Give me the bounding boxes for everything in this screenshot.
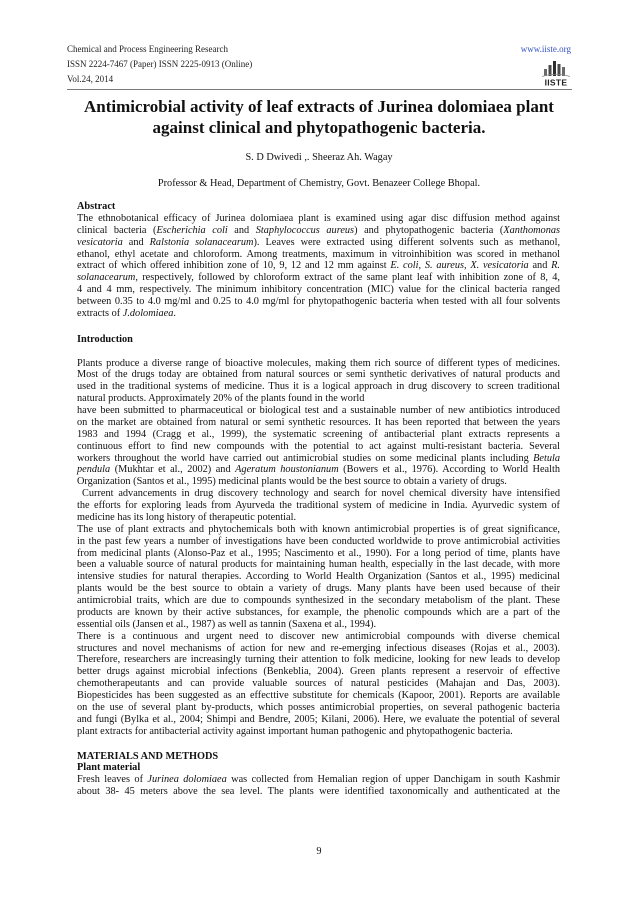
paper-title (0, 96, 638, 138)
italic-run: Betula (533, 452, 560, 464)
introduction-heading: Introduction (77, 334, 133, 346)
text-run: . (173, 307, 176, 319)
text-run: been a valuable source of natural products for maintaining human health, especially in the last decade, with more (77, 559, 560, 571)
text-run: products are known by their active substances, for example, the phenolic compounds which are a part of the (77, 606, 560, 618)
text-run: on the market are obtained from natural or semi synthetic resources. It has been reported that between the years (77, 416, 560, 428)
italic-run: Ralstonia solanacearum (149, 236, 254, 248)
text-run: Current advancements in drug discovery technology and search for novel chemical diversity have intensified (82, 488, 560, 500)
text-run: There is a continuous and urgent need to discover new antimicrobial compounds with diverse chemical (77, 630, 560, 642)
text-line (77, 571, 560, 583)
text-run: clinical bacteria ( (77, 224, 157, 236)
text-run: from medicinal plants (Alonso-Paz et al., 1995; Nascimento et al., 1990). For a long period of time, plants have (77, 547, 560, 559)
text-run: The ethnobotanical efficacy of Jurinea dolomiaea plant is examined using agar disc diffusion method against (77, 212, 560, 224)
text-run: antimicrobial traits, which are due to compounds synthesized in the secondary metabolism of the plant. These (77, 595, 560, 607)
text-run: the efforts for exploring leads from Ayurveda the traditional system of medicine in India. Ayurvedic system of (77, 500, 560, 512)
text-line (77, 308, 560, 320)
text-run: and (227, 224, 256, 236)
italic-run: Xanthomonas (503, 224, 560, 236)
introduction-heading-block (77, 334, 560, 346)
text-run: Biopesticides has been suggested as an effecttive substitute for chemicals (Kapoor, 2001). Reports are available (77, 690, 560, 702)
text-run: and fungi (Bylka et al., 2004; Shimpi and Bendre, 2005; Kilani, 2006). Here, we evaluate the potential of several (77, 713, 560, 725)
text-line (77, 358, 560, 370)
text-line (77, 726, 560, 738)
text-line (77, 417, 560, 429)
text-line (77, 702, 560, 714)
text-run: ethanol, ethyl acetate and chloroform. Among treatments, maximum in vitroinhibition was scored in methanol (77, 248, 560, 260)
text-line (77, 476, 560, 488)
abstract-text (77, 213, 560, 320)
text-run: about 38- 45 meters above the sea level. The plants were identified taxonomically and authenticated at the (77, 786, 560, 798)
text-line (77, 678, 560, 690)
italic-run: R. (551, 260, 561, 272)
text-line (77, 583, 560, 595)
text-run: used in the traditional systems of medicine. Thus it is a logical approach in drug discovery to screen traditional (77, 381, 560, 393)
text-line (77, 619, 560, 631)
journal-name: Chemical and Process Engineering Research (67, 43, 228, 54)
text-run: Plants produce a diverse range of bioactive molecules, making them rich source of different types of medicines. (77, 357, 560, 369)
text-run: and (528, 260, 552, 272)
italic-run: Staphylococcus aureus (255, 224, 355, 236)
text-line (77, 381, 560, 393)
text-run: workers throughout the world have carried out antimicrobial studies on some medicinal plants including (77, 452, 534, 464)
text-run: on the use of several plant by-products, which posses antimicrobial properties, on several pathogenic bacteria (77, 701, 560, 713)
logo-text: IISTE (544, 77, 568, 87)
text-line (77, 643, 560, 655)
text-run: Fresh leaves of (77, 774, 148, 786)
abstract-heading: Abstract (77, 201, 116, 213)
text-line (77, 666, 560, 678)
materials-heading: MATERIALS AND METHODS (77, 750, 219, 762)
text-run: extract of which offered inhibition zone of 10, 9, 12 and 12 mm against (77, 260, 391, 272)
text-run: better drugs against microbial infections (Benkeblia, 2004). Green plants represent a reservoir of effective (77, 666, 560, 678)
text-line (77, 393, 560, 405)
page-number: 9 (316, 846, 322, 857)
materials-section (77, 751, 560, 799)
text-line (77, 500, 560, 512)
intro-paragraph (77, 631, 560, 738)
text-run: structures and novel mechanisms of action for new and re-emerging infectious diseases (Rojas et al., 2003). (77, 642, 560, 654)
intro-paragraph (77, 358, 560, 406)
abstract-section (77, 201, 560, 320)
text-run: medicine has its long history of therapeutic potential. (77, 511, 297, 523)
text-line (77, 631, 560, 643)
text-line (77, 272, 560, 284)
text-run: intensive studies for natural therapies. According to World Health Organization (Santos et al., 1995) medicinal (77, 571, 560, 583)
text-line (77, 524, 560, 536)
website-link[interactable]: www.iiste.org (520, 43, 571, 54)
text-line (77, 453, 560, 465)
text-run: Most of the drugs today are obtained from natural sources or semi synthetic derivatives of natural products and (77, 369, 560, 381)
italic-run: solanacearum (77, 272, 136, 284)
text-run: 1983 and 1994 (Cragg et al., 1999), the systematic screening of antibacterial plant extracts represents a (77, 428, 560, 440)
text-run: plant extracts for antibacterial activity against important human pathogenic and phytopathogenic bacteria. (77, 725, 513, 737)
italic-run: E. coli, S. aureus, X. vesicatoria (390, 260, 529, 272)
text-line (77, 512, 560, 524)
text-run: essential oils (Jansen et al., 1987) as well as tannin (Saxena et al., 1994). (77, 618, 377, 630)
volume-line: Vol.24, 2014 (67, 73, 114, 84)
italic-run: pendula (77, 464, 111, 476)
text-run: 4 and 4 mm, respectively. The minimum inhibitory concentration (MIC) value for the clinical bacteria ranged (77, 284, 560, 296)
intro-paragraph (77, 488, 560, 524)
text-line (77, 548, 560, 560)
plant-material-subheading: Plant material (77, 762, 141, 774)
text-run: was collected from Hemalian region of upper Danchigam in south Kashmir (226, 774, 560, 786)
text-run: between 0.35 to 4.0 mg/ml and 0.25 to 4.0 mg/ml for phytopathogenic bacteria when tested with all four solvents (77, 296, 560, 308)
text-line (77, 654, 560, 666)
text-run: , respectively, followed by chloroform extract of the same plant leaf with inhibition zone of 8, 4, (135, 272, 560, 284)
text-run: chemotherapeutants and can provide valuable sources of natural pesticides (Mahajan and Das, 2003). (77, 678, 560, 690)
plant-material-text (77, 774, 560, 798)
affiliation: Professor & Head, Department of Chemistry, Govt. Benazeer College Bhopal. (157, 178, 481, 189)
text-run: (Bowers et al., 1976). According to World Health (338, 464, 560, 476)
text-line (77, 441, 560, 453)
italic-run: Jurinea dolomiaea (147, 774, 227, 786)
introduction-section (77, 358, 560, 738)
title-line: Antimicrobial activity of leaf extracts of Jurinea dolomiaea plant (84, 96, 554, 116)
text-run: Organization (Santos et al., 1995) medicinal plants would be the best source to obtain a variety of drugs. (77, 476, 507, 488)
text-line (77, 237, 560, 249)
text-run: (Mukhtar et al., 2002) and (110, 464, 236, 476)
text-run: continuous effort to find new compounds with the potential to act against multi-resistant bacteria. Several (77, 440, 560, 452)
logo-emblem-icon (542, 61, 570, 77)
issn-line: ISSN 2224-7467 (Paper) ISSN 2225-0913 (Online) (67, 58, 253, 69)
text-run: natural products. Approximately 20% of the plants found in the world (77, 393, 365, 405)
intro-paragraph (77, 405, 560, 488)
text-run: and (122, 236, 150, 248)
text-line (77, 284, 560, 296)
text-run: ) and phytopathogenic bacteria ( (354, 224, 504, 236)
text-line (77, 488, 560, 500)
text-line (77, 464, 560, 476)
text-line (77, 714, 560, 726)
text-line (77, 225, 560, 237)
intro-paragraph (77, 524, 560, 631)
text-line (77, 405, 560, 417)
text-run: ). Leaves were extracted using different solvents such as methanol, (253, 236, 561, 248)
italic-run: vesicatoria (77, 236, 123, 248)
text-line (77, 260, 560, 272)
iiste-logo (539, 59, 573, 87)
text-line (77, 595, 560, 607)
text-line (77, 296, 560, 308)
text-line (77, 774, 560, 786)
header-divider (67, 89, 572, 90)
text-line (77, 369, 560, 381)
authors: S. D Dwivedi ,. Sheeraz Ah. Wagay (245, 152, 393, 163)
italic-run: Escherichia coli (156, 224, 228, 236)
text-line (77, 536, 560, 548)
text-line (77, 786, 560, 798)
text-line (77, 559, 560, 571)
text-line (77, 607, 560, 619)
title-line: against clinical and phytopathogenic bacteria. (152, 117, 486, 137)
italic-run: J.dolomiaea (122, 307, 174, 319)
text-run: The use of plant extracts and phytochemicals both with known antimicrobial properties is of great significance, (77, 523, 560, 535)
text-line (77, 690, 560, 702)
text-run: in the past few years a number of investigations have been conducted worldwide to prove antimicrobial activities (77, 535, 560, 547)
text-line (77, 213, 560, 225)
italic-run: Ageratum houstonianum (235, 464, 339, 476)
text-line (77, 429, 560, 441)
text-run: plants would be the best source to obtain a variety of drugs. Many plants have been used because of their (77, 583, 560, 595)
text-line (77, 249, 560, 261)
text-run: extracts of (77, 307, 123, 319)
text-run: have been submitted to pharmaceutical or biological test and a sustainable number of new antibiotics introduced (77, 405, 560, 417)
text-run: Therefore, researchers are increasingly turning their attention to folk medicine, looking for new leads to develop (77, 654, 560, 666)
